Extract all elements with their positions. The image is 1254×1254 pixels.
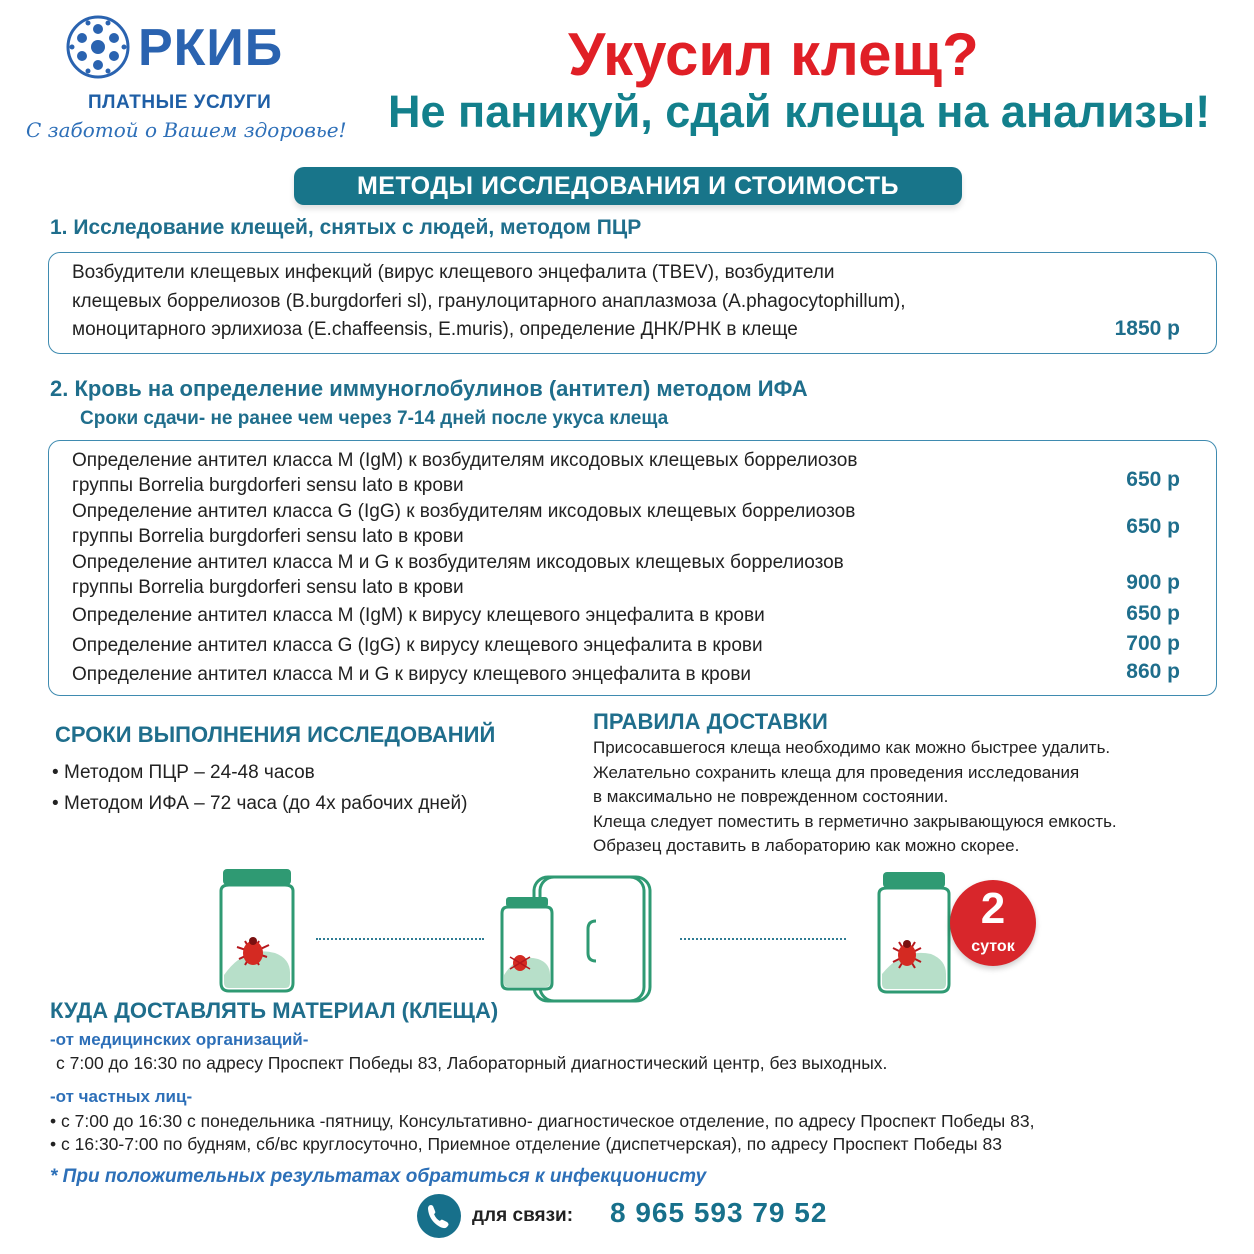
section2-heading: 2. Кровь на определение иммуноглобулинов (антител) методом ИФА (50, 376, 808, 401)
terms-item-pcr: • Методом ПЦР – 24-48 часов (52, 762, 315, 783)
rule-line-5: Образец доставить в лабораторию как можно скорее. (593, 836, 1020, 855)
ifa-item-2-line-1: Определение антител класса G (IgG) к возбудителям иксодовых клещевых боррелиозов (72, 501, 856, 522)
ifa-item-1-line-2: группы Borrelia burgdorferi sensu lato в крови (72, 475, 464, 496)
headline-call-to-action: Не паникуй, сдай клеща на анализы! (388, 86, 1211, 137)
contact-label: для связи: (472, 1205, 574, 1226)
pcr-price: 1850 р (1114, 317, 1180, 340)
ifa-item-5-price: 700 р (1126, 632, 1180, 655)
ifa-item-3-line-2: группы Borrelia burgdorferi sensu lato в крови (72, 577, 464, 598)
dotted-connector-1 (316, 938, 484, 940)
pcr-line-2: клещевых боррелиозов (B.burgdorferi sl), гранулоцитарного анаплазмоза (A.phagocytophillum), (72, 291, 906, 312)
ifa-item-3-price: 900 р (1126, 571, 1180, 594)
ifa-item-6-price: 860 р (1126, 660, 1180, 683)
tick-jar-icon (215, 865, 300, 995)
pcr-line-3: моноцитарного эрлихиоза (E.chaffeensis, E.muris), определение ДНК/РНК в клеще (72, 319, 798, 340)
ifa-item-1-price: 650 р (1126, 468, 1180, 491)
rule-line-1: Присосавшегося клеща необходимо как можно быстрее удалить. (593, 738, 1111, 757)
section2-subheading: Сроки сдачи- не ранее чем через 7-14 дней после укуса клеща (80, 408, 669, 429)
med-org-text: с 7:00 до 16:30 по адресу Проспект Победы 83, Лабораторный диагностический центр, без выходных. (56, 1053, 888, 1073)
terms-heading: СРОКИ ВЫПОЛНЕНИЯ ИССЛЕДОВАНИЙ (55, 722, 496, 747)
two-days-badge (950, 880, 1036, 966)
med-org-label: -от медицинских организаций- (50, 1030, 309, 1049)
result-jar-icon (875, 868, 955, 996)
badge-number: 2 (980, 884, 1006, 933)
phone-icon (416, 1193, 462, 1239)
logo-globe-icon (66, 15, 130, 79)
delivery-rules-heading: ПРАВИЛА ДОСТАВКИ (593, 709, 828, 734)
fridge-jar-icon (498, 873, 658, 1005)
methods-banner: МЕТОДЫ ИССЛЕДОВАНИЯ И СТОИМОСТЬ (294, 167, 962, 205)
rule-line-3: в максимально не поврежденном состоянии. (593, 787, 949, 806)
ifa-item-3-line-1: Определение антител класса M и G к возбудителям иксодовых клещевых боррелиозов (72, 552, 844, 573)
ifa-item-1-line-1: Определение антител класса М (IgM) к возбудителям иксодовых клещевых боррелиозов (72, 450, 858, 471)
ifa-item-2-line-2: группы Borrelia burgdorferi sensu lato в крови (72, 526, 464, 547)
contact-phone[interactable]: 8 965 593 79 52 (610, 1197, 828, 1228)
private-label: -от частных лиц- (50, 1087, 193, 1106)
rule-line-4: Клеща следует поместить в герметично закрывающуюся емкость. (593, 812, 1117, 831)
pcr-line-1: Возбудители клещевых инфекций (вирус клещевого энцефалита (TBEV), возбудители (72, 262, 835, 283)
ifa-item-2-price: 650 р (1126, 515, 1180, 538)
rule-line-2: Желательно сохранить клеща для проведения исследования (593, 763, 1080, 782)
ifa-item-6: Определение антител класса M и G к вирусу клещевого энцефалита в крови (72, 664, 752, 685)
section1-heading: 1. Исследование клещей, снятых с людей, методом ПЦР (50, 216, 642, 239)
badge-label: суток (971, 938, 1015, 955)
ifa-item-4: Определение антител класса М (IgM) к вирусу клещевого энцефалита в крови (72, 605, 765, 626)
terms-item-ifa: • Методом ИФА – 72 часа (до 4х рабочих дней) (52, 793, 468, 814)
paid-services-label: ПЛАТНЫЕ УСЛУГИ (88, 92, 272, 113)
positive-result-note: * При положительных результатах обратиться к инфекционисту (50, 1166, 707, 1187)
dotted-connector-2 (680, 938, 846, 940)
logo-text: РКИБ (138, 19, 284, 77)
private-item-2: • с 16:30-7:00 по будням, сб/вс круглосуточно, Приемное отделение (диспетчерская), по адресу Проспект Победы 83 (50, 1134, 1002, 1154)
ifa-item-5: Определение антител класса G (IgG) к вирусу клещевого энцефалита в крови (72, 635, 763, 656)
private-item-1: • с 7:00 до 16:30 с понедельника -пятницу, Консультативно- диагностическое отделение, по адресу Проспект Победы 83, (50, 1111, 1035, 1131)
ifa-item-4-price: 650 р (1126, 602, 1180, 625)
where-heading: КУДА ДОСТАВЛЯТЬ МАТЕРИАЛ (КЛЕЩА) (50, 998, 499, 1023)
headline-question: Укусил клещ? (568, 21, 979, 88)
slogan: С заботой о Вашем здоровье! (26, 118, 347, 142)
